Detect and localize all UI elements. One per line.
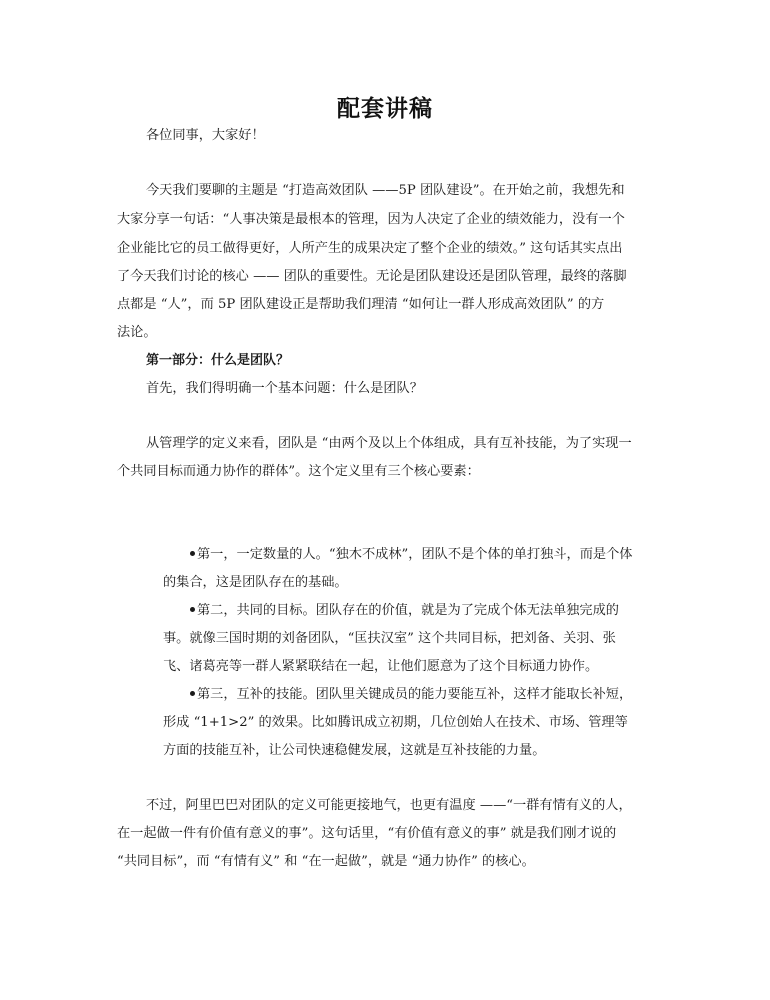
section-heading: 第一部分：什么是团队？ (146, 353, 290, 368)
intro-line: 点都是 “人”，而 5P 团队建设正是帮助我们理清 “如何让一群人形成高效团队” 的方 (117, 297, 605, 312)
greeting: 各位同事，大家好！ (146, 128, 265, 143)
definition-line: 个共同目标而通力协作的群体”。这个定义里有三个核心要素： (117, 464, 480, 479)
intro-line: 今天我们要聊的主题是 “打造高效团队 ——5P 团队建设”。在开始之前，我想先和 (146, 183, 625, 198)
alibaba-line: 在一起做一件有价值有意义的事”。这句话里，“有价值有意义的事” 就是我们刚才说的 (117, 826, 617, 841)
bullet-continuation: 事。就像三国时期的刘备团队，“匡扶汉室” 这个共同目标，把刘备、关羽、张 (163, 631, 616, 646)
intro-line: 企业能比它的员工做得更好，人所产生的成果决定了整个企业的绩效。” 这句话其实点出 (117, 241, 623, 256)
bullet-continuation: 方面的技能互补，让公司快速稳健发展，这就是互补技能的力量。 (163, 743, 546, 758)
bullet-dot-icon (190, 691, 195, 696)
bullet-continuation: 形成 “1+1>2” 的效果。比如腾讯成立初期，几位创始人在技术、市场、管理等 (163, 715, 628, 730)
bullet-dot-icon (190, 551, 195, 556)
alibaba-line: “共同目标”，而 “有情有义” 和 “在一起做”，就是 “通力协作” 的核心。 (117, 854, 535, 869)
bullet-continuation: 的集合，这是团队存在的基础。 (163, 575, 348, 590)
bullet-item: 第二，共同的目标。团队存在的价值，就是为了完成个体无法单独完成的 (190, 602, 619, 620)
page-title: 配套讲稿 (337, 95, 433, 122)
intro-line: 大家分享一句话：“人事决策是最根本的管理，因为人决定了企业的绩效能力，没有一个 (117, 212, 625, 227)
section-question: 首先，我们得明确一个基本问题：什么是团队？ (146, 381, 423, 396)
intro-line: 法论。 (117, 325, 157, 340)
definition-line: 从管理学的定义来看，团队是 “由两个及以上个体组成，具有互补技能，为了实现一 (146, 436, 632, 451)
bullet-item: 第三，互补的技能。团队里关键成员的能力要能互补，这样才能取长补短， (190, 686, 632, 704)
intro-line: 了今天我们讨论的核心 —— 团队的重要性。无论是团队建设还是团队管理，最终的落脚 (117, 269, 627, 284)
bullet-continuation: 飞、诸葛亮等一群人紧紧联结在一起，让他们愿意为了这个目标通力协作。 (163, 659, 599, 674)
bullet-item: 第一，一定数量的人。“独木不成林”，团队不是个体的单打独斗，而是个体 (190, 546, 632, 564)
alibaba-line: 不过，阿里巴巴对团队的定义可能更接地气，也更有温度 ——“一群有情有义的人， (146, 798, 632, 813)
bullet-dot-icon (190, 607, 195, 612)
